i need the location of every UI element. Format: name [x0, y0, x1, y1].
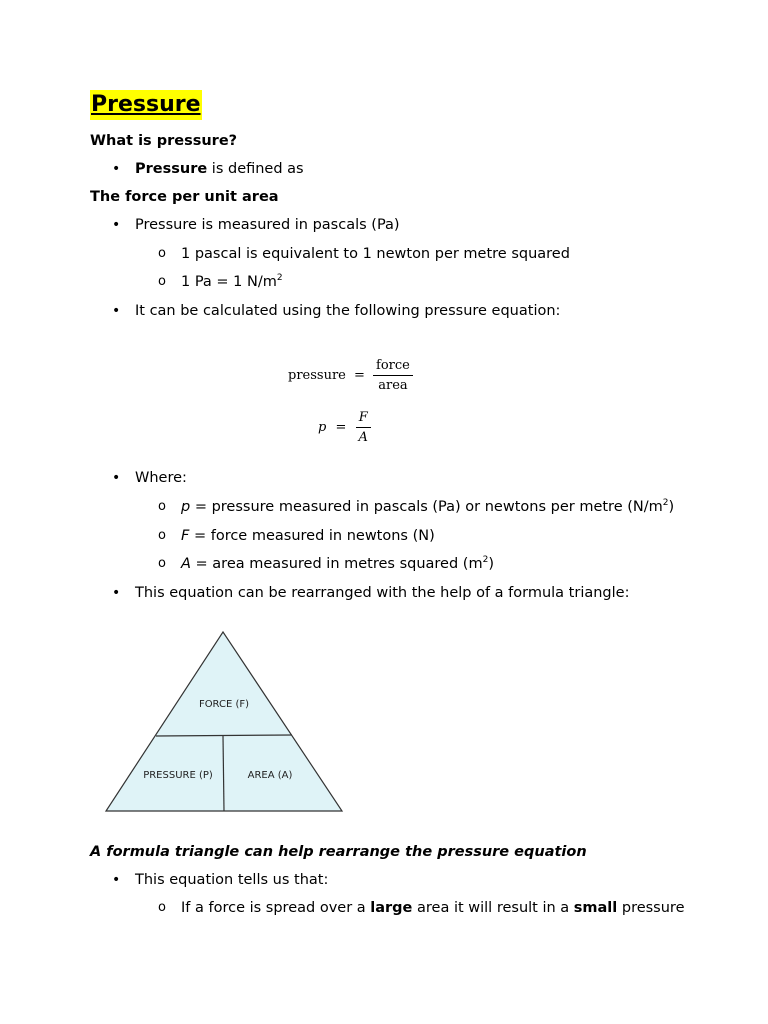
where-item-text: = force measured in newtons (N)	[189, 528, 435, 544]
symbol-equation-equals: =	[335, 420, 347, 435]
pa-unit-line	[181, 272, 283, 292]
where-item-p	[181, 497, 674, 517]
pa-unit-sup: 2	[276, 273, 283, 284]
definition-line	[135, 159, 304, 179]
where-item-tail: )	[488, 556, 494, 572]
spread-part-2: area it will result in a	[412, 900, 574, 916]
pascal-equivalence: 1 pascal is equivalent to 1 newton per metre squared	[181, 246, 570, 262]
definition-rest: is defined as	[207, 161, 304, 177]
formula-triangle	[104, 630, 346, 830]
triangle-caption: A formula triangle can help rearrange the pressure equation	[90, 844, 587, 860]
measured-text: Pressure is measured in pascals (Pa)	[135, 217, 400, 233]
where-item-sup: 2	[482, 555, 489, 566]
where-item-symbol: F	[181, 528, 190, 544]
where-item-symbol: p	[181, 499, 191, 515]
triangle-pressure-label: PRESSURE (P)	[143, 770, 213, 781]
bullet-glyph: •	[112, 872, 121, 888]
symbol-equation-lhs: p	[318, 420, 327, 435]
symbol-equation-denominator: A	[358, 430, 368, 445]
sub-bullet-glyph: o	[158, 556, 166, 571]
bullet-glyph: •	[112, 217, 121, 233]
symbol-equation	[318, 410, 371, 445]
symbol-equation-numerator: F	[356, 410, 371, 428]
spread-sentence	[181, 898, 685, 918]
triangle-force-label: FORCE (F)	[198, 699, 250, 710]
triangle-area-label: AREA (A)	[247, 770, 293, 781]
tells-us-text: This equation tells us that:	[135, 872, 329, 888]
where-item-a	[181, 554, 494, 574]
spread-part-1: If a force is spread over a	[181, 900, 371, 916]
word-equation-lhs: pressure	[288, 368, 346, 383]
word-equation-fraction	[373, 358, 413, 393]
where-item-f	[181, 526, 435, 546]
rearrange-intro: This equation can be rearranged with the help of a formula triangle:	[135, 585, 630, 601]
spread-part-3: pressure	[617, 900, 685, 916]
where-item-sup: 2	[662, 498, 669, 509]
bullet-glyph: •	[112, 161, 121, 177]
page-title: Pressure	[90, 90, 202, 120]
sub-bullet-glyph: o	[158, 246, 166, 261]
definition-bold: Pressure	[135, 161, 208, 177]
symbol-equation-fraction	[356, 410, 371, 445]
word-equation-numerator: force	[373, 358, 413, 376]
calc-intro: It can be calculated using the following pressure equation:	[135, 303, 561, 319]
where-item-text: = area measured in metres squared (m	[190, 556, 483, 572]
bullet-glyph: •	[112, 303, 121, 319]
word-equation-denominator: area	[378, 378, 408, 393]
sub-bullet-glyph: o	[158, 528, 166, 543]
spread-bold-small: small	[573, 900, 618, 916]
where-item-text: = pressure measured in pascals (Pa) or newtons per metre (N/m	[190, 499, 663, 515]
bullet-glyph: •	[112, 470, 121, 486]
where-label: Where:	[135, 470, 187, 486]
bullet-glyph: •	[112, 585, 121, 601]
sub-bullet-glyph: o	[158, 274, 166, 289]
pa-unit-text: 1 Pa = 1 N/m	[181, 274, 277, 290]
where-item-symbol: A	[181, 556, 191, 572]
question-heading: What is pressure?	[90, 133, 238, 149]
definition-answer: The force per unit area	[90, 189, 279, 205]
sub-bullet-glyph: o	[158, 900, 166, 915]
spread-bold-large: large	[370, 900, 413, 916]
word-equation-equals: =	[354, 368, 365, 383]
word-equation	[288, 358, 413, 393]
sub-bullet-glyph: o	[158, 499, 166, 514]
where-item-tail: )	[668, 499, 675, 515]
